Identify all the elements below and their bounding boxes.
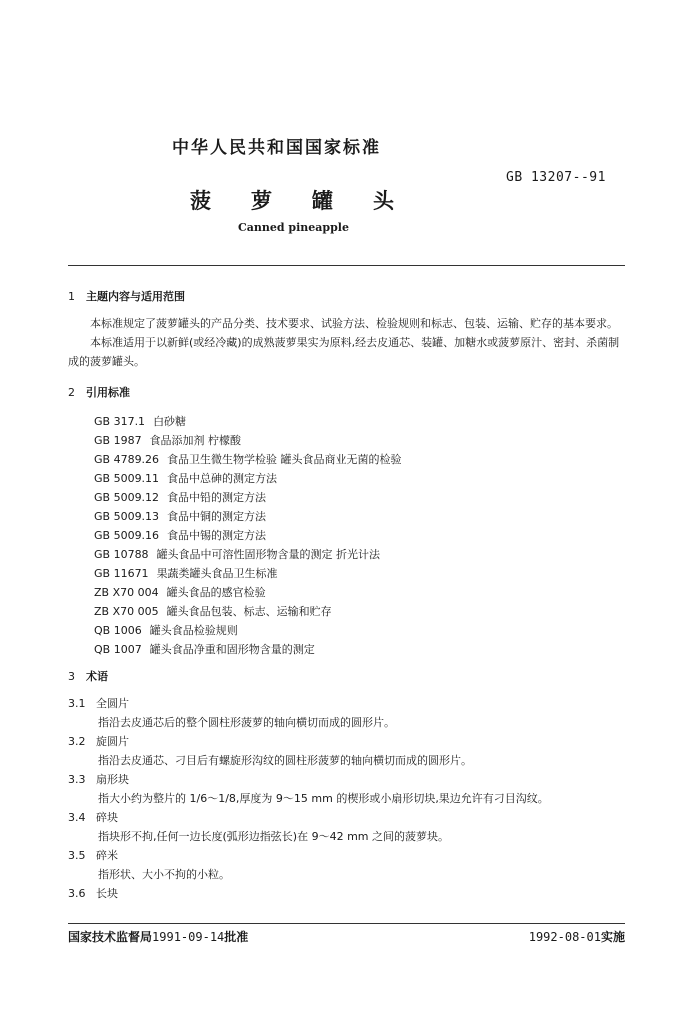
reference-title: 白砂糖 — [153, 415, 187, 428]
term-number: 3.2 — [68, 735, 86, 748]
reference-code: GB 5009.16 — [94, 529, 160, 542]
reference-title: 罐头食品包装、标志、运输和贮存 — [166, 605, 332, 618]
document-body — [68, 287, 626, 903]
reference-title: 食品中锡的测定方法 — [167, 529, 267, 542]
section-heading — [68, 667, 626, 686]
reference-title: 食品中铅的测定方法 — [167, 491, 267, 504]
term-definition: 指沿去皮通芯后的整个圆柱形菠萝的轴向横切而成的圆形片。 — [98, 716, 395, 729]
reference-item — [94, 488, 626, 507]
term-definition: 指沿去皮通芯、刁目后有螺旋形沟纹的圆柱形菠萝的轴向横切而成的圆形片。 — [98, 754, 472, 767]
term-name: 全圆片 — [96, 697, 129, 710]
paragraph: 本标准规定了菠萝罐头的产品分类、技术要求、试验方法、检验规则和标志、包装、运输、贮存的基本要求。 — [90, 317, 618, 330]
term-entry — [68, 884, 626, 903]
standard-organization: 中华人民共和国国家标准 — [172, 138, 381, 158]
reference-code: GB 5009.13 — [94, 510, 160, 523]
term-number: 3.1 — [68, 697, 86, 710]
reference-item — [94, 545, 626, 564]
term-name: 碎块 — [96, 811, 118, 824]
document-title-english: Canned pineapple — [238, 221, 349, 234]
effective-info — [529, 928, 625, 945]
term-entry — [68, 808, 626, 846]
reference-code: GB 1987 — [94, 434, 142, 447]
section-number: 2 — [68, 386, 75, 399]
term-name: 长块 — [96, 887, 118, 900]
section-number: 1 — [68, 290, 75, 303]
reference-code: GB 10788 — [94, 548, 149, 561]
reference-title: 果蔬类罐头食品卫生标准 — [156, 567, 278, 580]
approval-label: 批准 — [224, 930, 249, 944]
reference-item — [94, 640, 626, 659]
footer-divider — [68, 923, 625, 924]
term-entry — [68, 694, 626, 732]
reference-item — [94, 507, 626, 526]
document-title: 菠萝罐头 — [190, 189, 434, 213]
reference-code: ZB X70 005 — [94, 605, 159, 618]
section-title: 主题内容与适用范围 — [86, 290, 185, 303]
section-heading — [68, 287, 626, 306]
term-definition: 指大小约为整片的 1/6～1/8,厚度为 9～15 mm 的楔形或小扇形切块,果边允许有刁目沟纹。 — [98, 792, 549, 805]
term-number: 3.3 — [68, 773, 86, 786]
reference-item — [94, 412, 626, 431]
term-number: 3.5 — [68, 849, 86, 862]
term-number: 3.6 — [68, 887, 86, 900]
reference-code: QB 1006 — [94, 624, 142, 637]
reference-title: 罐头食品检验规则 — [149, 624, 238, 637]
term-entry — [68, 732, 626, 770]
approving-authority: 国家技术监督局 — [68, 930, 153, 944]
reference-item — [94, 431, 626, 450]
reference-title: 罐头食品净重和固形物含量的测定 — [149, 643, 315, 656]
term-number: 3.4 — [68, 811, 86, 824]
section-title: 术语 — [86, 670, 108, 683]
reference-item — [94, 450, 626, 469]
reference-title: 罐头食品的感官检验 — [166, 586, 266, 599]
section-heading — [68, 383, 626, 402]
reference-item — [94, 564, 626, 583]
approval-date: 1991-09-14 — [152, 930, 225, 944]
term-entry — [68, 846, 626, 884]
reference-title: 罐头食品中可溶性固形物含量的测定 折光计法 — [156, 548, 381, 561]
term-definition: 指块形不拘,任何一边长度(弧形边指弦长)在 9～42 mm 之间的菠萝块。 — [98, 830, 449, 843]
reference-title: 食品卫生微生物学检验 罐头食品商业无菌的检验 — [167, 453, 402, 466]
reference-code: GB 5009.11 — [94, 472, 160, 485]
reference-item — [94, 602, 626, 621]
reference-item — [94, 469, 626, 488]
reference-title: 食品中铜的测定方法 — [167, 510, 267, 523]
effective-label: 实施 — [600, 930, 625, 944]
reference-item — [94, 621, 626, 640]
reference-item — [94, 583, 626, 602]
section-title: 引用标准 — [86, 386, 130, 399]
reference-item — [94, 526, 626, 545]
term-name: 旋圆片 — [96, 735, 129, 748]
section-number: 3 — [68, 670, 75, 683]
standard-code: GB 13207--91 — [506, 170, 606, 185]
term-name: 扇形块 — [96, 773, 129, 786]
reference-code: QB 1007 — [94, 643, 142, 656]
term-definition: 指形状、大小不拘的小粒。 — [98, 868, 230, 881]
document-footer — [68, 928, 625, 945]
reference-list — [68, 412, 626, 659]
header-divider — [68, 265, 625, 266]
reference-title: 食品中总砷的测定方法 — [167, 472, 278, 485]
term-entry — [68, 770, 626, 808]
paragraph: 本标准适用于以新鲜(或经冷藏)的成熟菠萝果实为原料,经去皮通芯、装罐、加糖水或菠萝原汁、密封、杀菌制成的菠萝罐头。 — [68, 336, 620, 368]
effective-date: 1992-08-01 — [528, 930, 601, 944]
reference-code: ZB X70 004 — [94, 586, 159, 599]
reference-code: GB 4789.26 — [94, 453, 160, 466]
reference-code: GB 5009.12 — [94, 491, 160, 504]
reference-code: GB 11671 — [94, 567, 149, 580]
reference-code: GB 317.1 — [94, 415, 146, 428]
reference-title: 食品添加剂 柠檬酸 — [149, 434, 242, 447]
term-name: 碎米 — [96, 849, 118, 862]
